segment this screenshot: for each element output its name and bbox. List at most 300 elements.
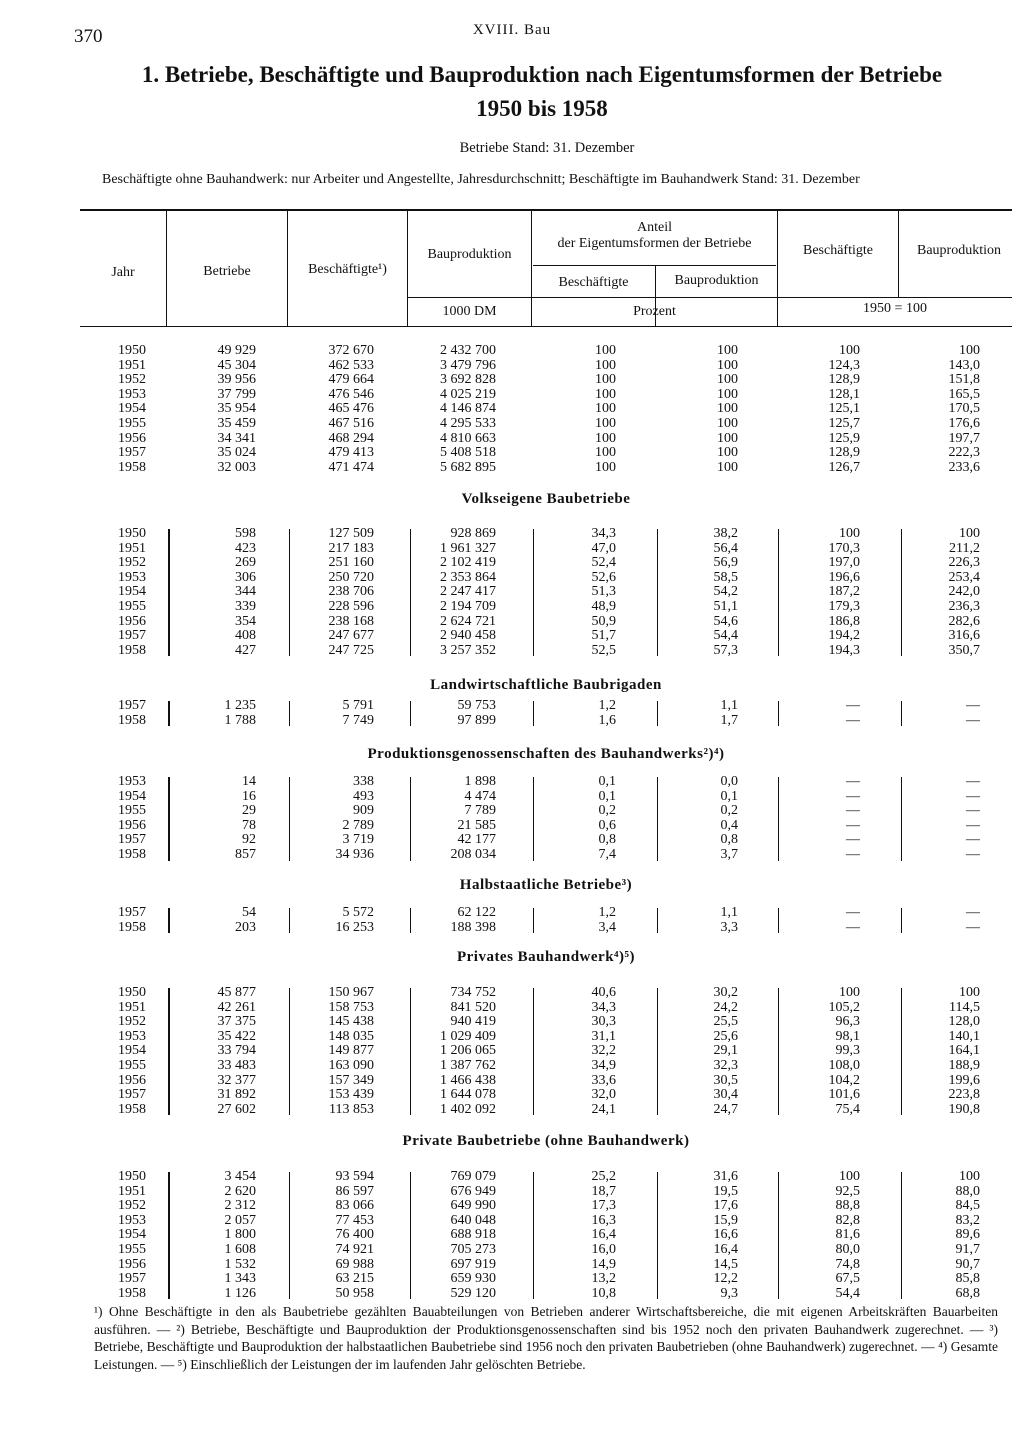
cell-beschaeftigte: 50 958 bbox=[335, 1285, 374, 1301]
cell-jahr: 1952 bbox=[118, 555, 146, 571]
cell-anteil-besch: 32,0 bbox=[591, 1087, 616, 1103]
section-column-rule bbox=[778, 777, 779, 861]
cell-index-besch: — bbox=[846, 774, 860, 789]
section-title-private-baubetriebe-ohne-bauhandwerk: Private Baubetriebe (ohne Bauhandwerk) bbox=[402, 1133, 690, 1149]
cell-anteil-bau: 24,7 bbox=[713, 1101, 738, 1117]
cell-index-besch: 170,3 bbox=[828, 540, 860, 556]
page-number: 370 bbox=[74, 26, 103, 47]
cell-index-bau: — bbox=[966, 774, 980, 789]
cell-index-besch: — bbox=[846, 832, 860, 848]
cell-bauproduktion: 769 079 bbox=[450, 1169, 496, 1184]
cell-index-bau: 211,2 bbox=[949, 540, 980, 556]
cell-beschaeftigte: 63 215 bbox=[335, 1271, 374, 1287]
cell-jahr: 1954 bbox=[118, 1227, 146, 1243]
cell-beschaeftigte: 250 720 bbox=[328, 569, 374, 585]
cell-anteil-besch: 100 bbox=[595, 357, 616, 373]
cell-index-bau: 91,7 bbox=[955, 1242, 980, 1257]
cell-anteil-besch: 0,8 bbox=[598, 832, 616, 848]
cell-bauproduktion: 940 419 bbox=[450, 1014, 496, 1030]
cell-bauproduktion: 97 899 bbox=[457, 712, 496, 728]
cell-bauproduktion: 1 029 409 bbox=[440, 1028, 496, 1044]
cell-jahr: 1954 bbox=[118, 584, 146, 600]
cell-anteil-bau: 24,2 bbox=[713, 999, 738, 1015]
cell-bauproduktion: 1 402 092 bbox=[440, 1101, 496, 1117]
cell-betriebe: 598 bbox=[235, 526, 256, 541]
cell-anteil-besch: 33,6 bbox=[591, 1072, 616, 1088]
cell-anteil-bau: 58,5 bbox=[713, 569, 738, 585]
cell-bauproduktion: 1 206 065 bbox=[440, 1043, 496, 1059]
cell-betriebe: 42 261 bbox=[217, 999, 256, 1015]
cell-bauproduktion: 42 177 bbox=[457, 832, 496, 848]
cell-beschaeftigte: 462 533 bbox=[328, 357, 374, 373]
cell-jahr: 1958 bbox=[118, 1285, 146, 1301]
cell-index-besch: 187,2 bbox=[828, 584, 860, 600]
cell-betriebe: 33 794 bbox=[217, 1043, 256, 1059]
cell-index-bau: 100 bbox=[959, 985, 980, 1000]
cell-index-besch: 82,8 bbox=[835, 1212, 860, 1228]
cell-index-besch: 99,3 bbox=[835, 1043, 860, 1059]
cell-beschaeftigte: 150 967 bbox=[328, 985, 374, 1000]
cell-betriebe: 203 bbox=[235, 919, 256, 935]
cell-jahr: 1951 bbox=[118, 999, 146, 1015]
cell-jahr: 1955 bbox=[118, 599, 146, 614]
cell-bauproduktion: 5 408 518 bbox=[440, 445, 496, 461]
running-head: XVIII. Bau bbox=[472, 22, 552, 38]
cell-anteil-bau: 1,7 bbox=[720, 712, 738, 728]
cell-index-bau: 89,6 bbox=[955, 1227, 980, 1243]
cell-beschaeftigte: 113 853 bbox=[329, 1101, 374, 1117]
cell-beschaeftigte: 228 596 bbox=[328, 599, 374, 614]
cell-anteil-besch: 100 bbox=[595, 343, 616, 358]
table-title-years: 1950 bis 1958 bbox=[476, 96, 608, 121]
cell-bauproduktion: 688 918 bbox=[450, 1227, 496, 1243]
cell-jahr: 1958 bbox=[118, 919, 146, 935]
cell-index-bau: 350,7 bbox=[948, 642, 980, 658]
cell-index-bau: — bbox=[966, 919, 980, 935]
cell-beschaeftigte: 74 921 bbox=[335, 1242, 374, 1257]
cell-anteil-bau: 56,4 bbox=[713, 540, 738, 556]
cell-anteil-bau: 0,8 bbox=[720, 832, 738, 848]
cell-betriebe: 1 608 bbox=[224, 1242, 256, 1257]
cell-anteil-besch: 31,1 bbox=[591, 1028, 616, 1044]
cell-anteil-besch: 100 bbox=[595, 372, 616, 388]
cell-index-bau: 83,2 bbox=[955, 1212, 980, 1228]
cell-anteil-bau: 12,2 bbox=[713, 1271, 738, 1287]
cell-anteil-bau: 29,1 bbox=[713, 1043, 738, 1059]
cell-beschaeftigte: 5 791 bbox=[342, 698, 374, 713]
cell-jahr: 1953 bbox=[118, 569, 146, 585]
cell-anteil-bau: 0,0 bbox=[720, 774, 738, 789]
section-title-volkseigene-baubetriebe: Volkseigene Baubetriebe bbox=[461, 491, 631, 507]
cell-jahr: 1953 bbox=[118, 1028, 146, 1044]
table-note: Beschäftigte ohne Bauhandwerk: nur Arbeiter und Angestellte, Jahresdurchschnitt; Beschäftigte im Bauhandwerk Stand: 31. Dezember bbox=[102, 172, 860, 187]
cell-betriebe: 1 532 bbox=[224, 1256, 256, 1272]
header-anteil-beschaeftigte: Beschäftigte bbox=[558, 275, 629, 290]
cell-beschaeftigte: 465 476 bbox=[328, 401, 374, 417]
cell-anteil-besch: 32,2 bbox=[591, 1043, 616, 1059]
cell-betriebe: 34 341 bbox=[217, 430, 256, 446]
cell-jahr: 1958 bbox=[118, 1101, 146, 1117]
cell-beschaeftigte: 247 725 bbox=[328, 642, 374, 658]
cell-anteil-bau: 54,6 bbox=[713, 613, 738, 629]
cell-beschaeftigte: 338 bbox=[353, 774, 374, 789]
cell-anteil-bau: 51,1 bbox=[713, 599, 738, 614]
cell-beschaeftigte: 467 516 bbox=[328, 416, 374, 431]
cell-bauproduktion: 3 692 828 bbox=[440, 372, 496, 388]
cell-anteil-besch: 30,3 bbox=[591, 1014, 616, 1030]
cell-index-bau: — bbox=[966, 847, 980, 862]
cell-index-bau: 197,7 bbox=[948, 430, 980, 446]
cell-anteil-besch: 52,5 bbox=[591, 642, 616, 658]
cell-beschaeftigte: 148 035 bbox=[328, 1028, 374, 1044]
cell-jahr: 1955 bbox=[118, 1242, 146, 1257]
cell-betriebe: 2 620 bbox=[224, 1183, 256, 1199]
cell-bauproduktion: 2 194 709 bbox=[440, 599, 496, 614]
cell-index-bau: 242,0 bbox=[948, 584, 980, 600]
table-title: 1. Betriebe, Beschäftigte und Bauproduktion nach Eigentumsformen der Betriebe bbox=[141, 62, 943, 87]
cell-betriebe: 339 bbox=[235, 599, 256, 614]
cell-anteil-bau: 54,4 bbox=[713, 628, 738, 644]
section-column-rule bbox=[778, 701, 779, 726]
cell-index-bau: 165,5 bbox=[948, 386, 980, 402]
cell-anteil-bau: 25,5 bbox=[713, 1014, 738, 1030]
cell-index-besch: 88,8 bbox=[835, 1198, 860, 1214]
cell-beschaeftigte: 149 877 bbox=[328, 1043, 374, 1059]
unit-index: 1950 = 100 bbox=[863, 301, 927, 316]
cell-jahr: 1956 bbox=[118, 1256, 146, 1272]
cell-betriebe: 27 602 bbox=[217, 1101, 256, 1117]
cell-index-besch: 74,8 bbox=[835, 1256, 860, 1272]
section-title-privates-bauhandwerk: Privates Bauhandwerk⁴)⁵) bbox=[456, 949, 636, 965]
cell-bauproduktion: 7 789 bbox=[464, 803, 496, 819]
cell-anteil-besch: 24,1 bbox=[591, 1101, 616, 1117]
cell-jahr: 1951 bbox=[118, 540, 146, 556]
cell-beschaeftigte: 2 789 bbox=[342, 817, 374, 833]
cell-jahr: 1950 bbox=[118, 526, 146, 541]
cell-bauproduktion: 62 122 bbox=[457, 905, 496, 920]
cell-index-besch: 126,7 bbox=[828, 459, 860, 475]
cell-index-bau: 128,0 bbox=[948, 1014, 980, 1030]
cell-bauproduktion: 529 120 bbox=[450, 1285, 496, 1301]
cell-index-besch: 98,1 bbox=[835, 1028, 860, 1044]
cell-anteil-besch: 7,4 bbox=[598, 847, 616, 862]
cell-index-bau: 90,7 bbox=[955, 1256, 980, 1272]
cell-bauproduktion: 2 940 458 bbox=[440, 628, 496, 644]
cell-index-bau: 164,1 bbox=[948, 1043, 980, 1059]
cell-anteil-bau: 17,6 bbox=[713, 1198, 738, 1214]
cell-anteil-besch: 3,4 bbox=[598, 919, 616, 935]
cell-anteil-besch: 100 bbox=[595, 430, 616, 446]
cell-bauproduktion: 1 898 bbox=[464, 774, 496, 789]
cell-index-besch: 179,3 bbox=[828, 599, 860, 614]
cell-beschaeftigte: 372 670 bbox=[328, 343, 374, 358]
cell-anteil-besch: 50,9 bbox=[591, 613, 616, 629]
cell-bauproduktion: 928 869 bbox=[450, 526, 496, 541]
cell-betriebe: 1 800 bbox=[224, 1227, 256, 1243]
cell-index-bau: — bbox=[966, 905, 980, 920]
cell-anteil-bau: 100 bbox=[717, 372, 738, 388]
cell-index-besch: 100 bbox=[839, 343, 860, 358]
cell-jahr: 1952 bbox=[118, 372, 146, 388]
cell-betriebe: 16 bbox=[242, 788, 256, 804]
cell-beschaeftigte: 86 597 bbox=[335, 1183, 374, 1199]
cell-index-besch: 104,2 bbox=[828, 1072, 860, 1088]
cell-index-bau: — bbox=[966, 712, 980, 728]
cell-index-bau: — bbox=[966, 803, 980, 819]
header-bauproduktion: Bauproduktion bbox=[427, 247, 512, 262]
cell-jahr: 1951 bbox=[118, 357, 146, 373]
cell-anteil-besch: 47,0 bbox=[591, 540, 616, 556]
cell-betriebe: 32 003 bbox=[217, 459, 256, 475]
cell-anteil-bau: 100 bbox=[717, 430, 738, 446]
cell-betriebe: 32 377 bbox=[217, 1072, 256, 1088]
cell-anteil-besch: 34,3 bbox=[591, 999, 616, 1015]
cell-jahr: 1953 bbox=[118, 1212, 146, 1228]
cell-bauproduktion: 188 398 bbox=[450, 919, 496, 935]
cell-index-besch: 100 bbox=[839, 526, 860, 541]
cell-anteil-bau: 1,1 bbox=[720, 698, 738, 713]
unit-1000dm: 1000 DM bbox=[442, 304, 497, 319]
section-column-rule bbox=[778, 1172, 779, 1299]
cell-jahr: 1954 bbox=[118, 1043, 146, 1059]
cell-bauproduktion: 841 520 bbox=[450, 999, 496, 1015]
cell-jahr: 1953 bbox=[118, 386, 146, 402]
cell-anteil-bau: 15,9 bbox=[713, 1212, 738, 1228]
section-column-rule bbox=[778, 908, 779, 933]
cell-index-besch: — bbox=[846, 919, 860, 935]
cell-jahr: 1957 bbox=[118, 1087, 146, 1103]
cell-beschaeftigte: 157 349 bbox=[328, 1072, 374, 1088]
cell-anteil-bau: 14,5 bbox=[713, 1256, 738, 1272]
cell-bauproduktion: 1 387 762 bbox=[440, 1058, 496, 1073]
cell-beschaeftigte: 145 438 bbox=[328, 1014, 374, 1030]
cell-index-besch: — bbox=[846, 905, 860, 920]
cell-jahr: 1950 bbox=[118, 1169, 146, 1184]
cell-index-bau: 176,6 bbox=[948, 416, 980, 431]
cell-index-bau: 223,8 bbox=[948, 1087, 980, 1103]
cell-beschaeftigte: 76 400 bbox=[335, 1227, 374, 1243]
cell-index-bau: 282,6 bbox=[948, 613, 980, 629]
cell-anteil-besch: 52,4 bbox=[591, 555, 616, 571]
cell-index-besch: — bbox=[846, 817, 860, 833]
cell-beschaeftigte: 158 753 bbox=[328, 999, 374, 1015]
cell-anteil-besch: 0,2 bbox=[598, 803, 616, 819]
header-beschaeftigte: Beschäftigte¹) bbox=[308, 262, 387, 277]
cell-index-besch: 125,1 bbox=[828, 401, 860, 417]
cell-beschaeftigte: 217 183 bbox=[328, 540, 374, 556]
cell-anteil-besch: 34,3 bbox=[591, 526, 616, 541]
cell-betriebe: 54 bbox=[242, 905, 256, 920]
cell-jahr: 1956 bbox=[118, 817, 146, 833]
cell-bauproduktion: 640 048 bbox=[450, 1212, 496, 1228]
cell-betriebe: 269 bbox=[235, 555, 256, 571]
cell-anteil-besch: 51,3 bbox=[591, 584, 616, 600]
cell-bauproduktion: 59 753 bbox=[457, 698, 496, 713]
cell-anteil-besch: 13,2 bbox=[591, 1271, 616, 1287]
cell-anteil-besch: 48,9 bbox=[591, 599, 616, 614]
header-top-rule bbox=[80, 209, 1012, 211]
cell-index-besch: 100 bbox=[839, 1169, 860, 1184]
cell-anteil-bau: 100 bbox=[717, 357, 738, 373]
header-index-beschaeftigte: Beschäftigte bbox=[803, 243, 873, 258]
cell-jahr: 1956 bbox=[118, 430, 146, 446]
cell-anteil-besch: 51,7 bbox=[591, 628, 616, 644]
cell-jahr: 1957 bbox=[118, 905, 146, 920]
cell-index-bau: — bbox=[966, 817, 980, 833]
cell-betriebe: 33 483 bbox=[217, 1058, 256, 1073]
cell-bauproduktion: 2 432 700 bbox=[440, 343, 496, 358]
cell-jahr: 1957 bbox=[118, 445, 146, 461]
cell-bauproduktion: 1 466 438 bbox=[440, 1072, 496, 1088]
cell-jahr: 1957 bbox=[118, 628, 146, 644]
cell-index-besch: — bbox=[846, 788, 860, 804]
cell-betriebe: 2 312 bbox=[224, 1198, 256, 1214]
cell-anteil-bau: 100 bbox=[717, 343, 738, 358]
cell-index-besch: 186,8 bbox=[828, 613, 860, 629]
header-unit-rule bbox=[408, 297, 1012, 298]
cell-bauproduktion: 676 949 bbox=[450, 1183, 496, 1199]
cell-index-besch: 128,9 bbox=[828, 372, 860, 388]
cell-index-bau: 114,5 bbox=[949, 999, 980, 1015]
cell-jahr: 1957 bbox=[118, 832, 146, 848]
cell-jahr: 1958 bbox=[118, 459, 146, 475]
cell-bauproduktion: 1 644 078 bbox=[440, 1087, 496, 1103]
cell-anteil-bau: 57,3 bbox=[713, 642, 738, 658]
cell-jahr: 1950 bbox=[118, 343, 146, 358]
cell-anteil-besch: 100 bbox=[595, 445, 616, 461]
cell-index-bau: 253,4 bbox=[948, 569, 980, 585]
cell-anteil-besch: 1,2 bbox=[598, 905, 616, 920]
cell-jahr: 1958 bbox=[118, 712, 146, 728]
cell-betriebe: 408 bbox=[235, 628, 256, 644]
cell-anteil-bau: 38,2 bbox=[713, 526, 738, 541]
cell-jahr: 1952 bbox=[118, 1198, 146, 1214]
cell-anteil-bau: 100 bbox=[717, 416, 738, 431]
cell-anteil-bau: 9,3 bbox=[720, 1285, 738, 1301]
cell-anteil-besch: 17,3 bbox=[591, 1198, 616, 1214]
cell-anteil-besch: 16,0 bbox=[591, 1242, 616, 1257]
cell-index-besch: 125,7 bbox=[828, 416, 860, 431]
cell-betriebe: 31 892 bbox=[217, 1087, 256, 1103]
cell-betriebe: 37 375 bbox=[217, 1014, 256, 1030]
cell-anteil-bau: 31,6 bbox=[713, 1169, 738, 1184]
cell-beschaeftigte: 77 453 bbox=[335, 1212, 374, 1228]
cell-betriebe: 45 304 bbox=[217, 357, 256, 373]
cell-index-bau: 233,6 bbox=[948, 459, 980, 475]
cell-anteil-besch: 1,2 bbox=[598, 698, 616, 713]
cell-index-besch: 197,0 bbox=[828, 555, 860, 571]
cell-index-besch: — bbox=[846, 712, 860, 728]
cell-beschaeftigte: 93 594 bbox=[335, 1169, 374, 1184]
cell-index-besch: 105,2 bbox=[828, 999, 860, 1015]
cell-anteil-bau: 56,9 bbox=[713, 555, 738, 571]
cell-index-bau: 199,6 bbox=[948, 1072, 980, 1088]
cell-betriebe: 92 bbox=[242, 832, 256, 848]
cell-beschaeftigte: 163 090 bbox=[328, 1058, 374, 1073]
cell-betriebe: 35 422 bbox=[217, 1028, 256, 1044]
cell-beschaeftigte: 3 719 bbox=[342, 832, 374, 848]
cell-index-bau: 222,3 bbox=[948, 445, 980, 461]
cell-anteil-bau: 30,4 bbox=[713, 1087, 738, 1103]
cell-index-bau: 151,8 bbox=[948, 372, 980, 388]
cell-betriebe: 37 799 bbox=[217, 386, 256, 402]
cell-beschaeftigte: 127 509 bbox=[328, 526, 374, 541]
section-column-rule bbox=[778, 529, 779, 656]
header-bottom-rule bbox=[80, 326, 1012, 327]
cell-index-besch: 80,0 bbox=[835, 1242, 860, 1257]
cell-jahr: 1950 bbox=[118, 985, 146, 1000]
cell-index-besch: 54,4 bbox=[835, 1285, 860, 1301]
cell-anteil-besch: 16,4 bbox=[591, 1227, 616, 1243]
header-anteil: Anteil bbox=[637, 220, 672, 235]
section-column-rule bbox=[778, 988, 779, 1115]
cell-index-bau: 170,5 bbox=[948, 401, 980, 417]
cell-anteil-bau: 16,6 bbox=[713, 1227, 738, 1243]
header-anteil-rule bbox=[533, 265, 776, 266]
cell-index-bau: 140,1 bbox=[948, 1028, 980, 1044]
unit-prozent: Prozent bbox=[633, 304, 676, 319]
cell-anteil-besch: 14,9 bbox=[591, 1256, 616, 1272]
cell-anteil-besch: 100 bbox=[595, 386, 616, 402]
cell-anteil-besch: 40,6 bbox=[591, 985, 616, 1000]
section-title-produktionsgenossenschaften-des-bauhandwerks: Produktionsgenossenschaften des Bauhandwerks²)⁴) bbox=[367, 746, 725, 762]
cell-betriebe: 1 343 bbox=[224, 1271, 256, 1287]
cell-betriebe: 14 bbox=[242, 774, 256, 789]
cell-index-besch: 128,9 bbox=[828, 445, 860, 461]
cell-betriebe: 45 877 bbox=[217, 985, 256, 1000]
cell-anteil-bau: 0,4 bbox=[720, 817, 738, 833]
cell-anteil-bau: 25,6 bbox=[713, 1028, 738, 1044]
cell-index-bau: 190,8 bbox=[948, 1101, 980, 1117]
cell-anteil-bau: 1,1 bbox=[720, 905, 738, 920]
cell-betriebe: 344 bbox=[235, 584, 256, 600]
cell-betriebe: 1 235 bbox=[224, 698, 256, 713]
cell-index-besch: 101,6 bbox=[828, 1087, 860, 1103]
cell-anteil-besch: 10,8 bbox=[591, 1285, 616, 1301]
cell-betriebe: 78 bbox=[242, 817, 256, 833]
cell-bauproduktion: 649 990 bbox=[450, 1198, 496, 1214]
cell-index-bau: 100 bbox=[959, 1169, 980, 1184]
cell-index-besch: — bbox=[846, 698, 860, 713]
cell-anteil-bau: 0,1 bbox=[720, 788, 738, 804]
cell-anteil-besch: 34,9 bbox=[591, 1058, 616, 1073]
header-jahr: Jahr bbox=[111, 265, 135, 280]
cell-index-besch: 75,4 bbox=[835, 1101, 860, 1117]
cell-anteil-bau: 30,5 bbox=[713, 1072, 738, 1088]
cell-beschaeftigte: 251 160 bbox=[328, 555, 374, 571]
cell-index-besch: 128,1 bbox=[828, 386, 860, 402]
cell-jahr: 1955 bbox=[118, 803, 146, 819]
cell-jahr: 1951 bbox=[118, 1183, 146, 1199]
cell-index-besch: 194,2 bbox=[828, 628, 860, 644]
cell-anteil-besch: 100 bbox=[595, 401, 616, 417]
cell-anteil-bau: 30,2 bbox=[713, 985, 738, 1000]
cell-anteil-bau: 100 bbox=[717, 401, 738, 417]
cell-anteil-besch: 100 bbox=[595, 416, 616, 431]
section-title-halbstaatliche-betriebe: Halbstaatliche Betriebe³) bbox=[459, 877, 633, 893]
cell-index-besch: 96,3 bbox=[835, 1014, 860, 1030]
cell-anteil-bau: 100 bbox=[717, 459, 738, 475]
cell-anteil-bau: 16,4 bbox=[713, 1242, 738, 1257]
cell-bauproduktion: 3 479 796 bbox=[440, 357, 496, 373]
cell-jahr: 1954 bbox=[118, 401, 146, 417]
header-anteil-bauproduktion: Bauproduktion bbox=[674, 273, 759, 288]
cell-bauproduktion: 2 247 417 bbox=[440, 584, 496, 600]
cell-beschaeftigte: 468 294 bbox=[328, 430, 374, 446]
cell-anteil-bau: 100 bbox=[717, 445, 738, 461]
cell-anteil-besch: 100 bbox=[595, 459, 616, 475]
cell-bauproduktion: 2 624 721 bbox=[440, 613, 496, 629]
